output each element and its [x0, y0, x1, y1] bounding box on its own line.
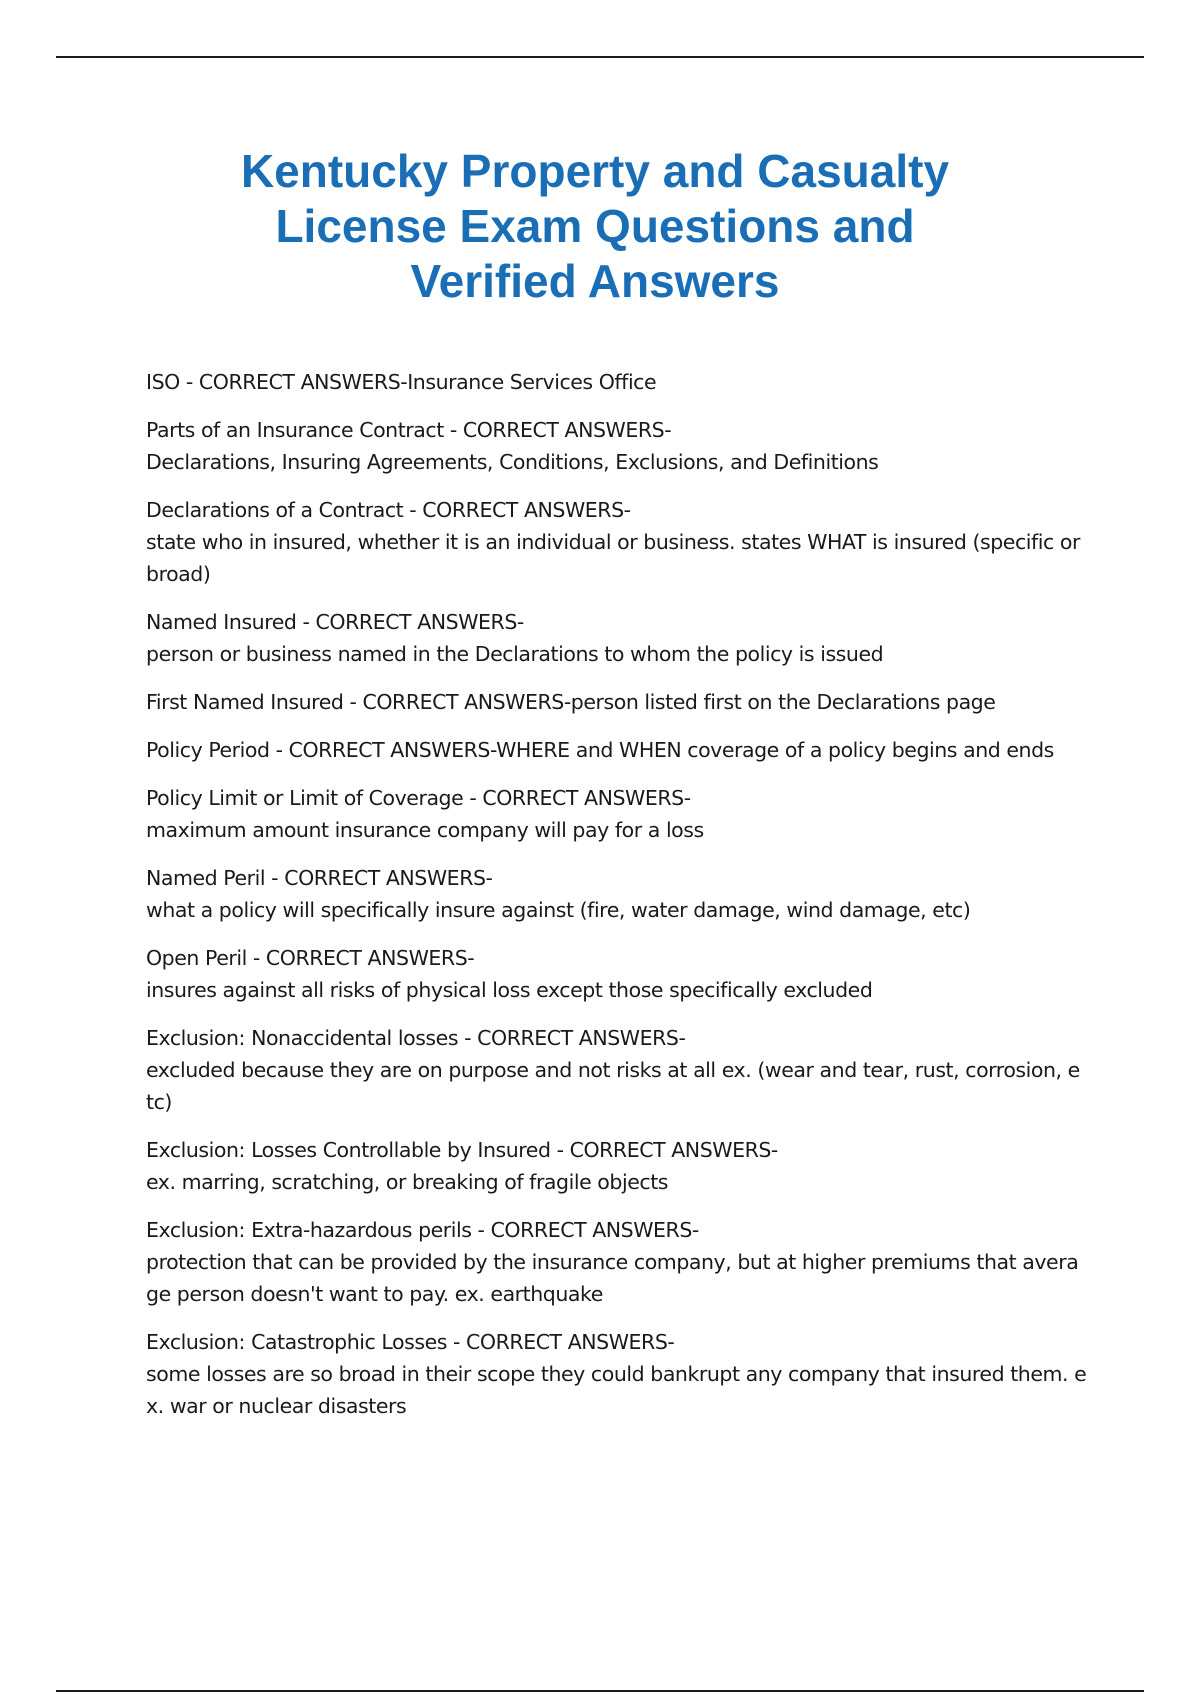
- qa-entry: [146, 1214, 1096, 1310]
- qa-term-line: Parts of an Insurance Contract - CORRECT ANSWERS-: [146, 418, 672, 442]
- qa-answer-line: person or business named in the Declarations to whom the policy is issued: [146, 642, 884, 666]
- title-line: Verified Answers: [410, 255, 780, 307]
- qa-answer-line: x. war or nuclear disasters: [146, 1394, 407, 1418]
- qa-entry: [146, 862, 1096, 926]
- qa-term-line: Declarations of a Contract - CORRECT ANSWERS-: [146, 498, 631, 522]
- document-title: [0, 144, 1200, 309]
- qa-term-line: Open Peril - CORRECT ANSWERS-: [146, 946, 475, 970]
- qa-answer-line: state who in insured, whether it is an individual or business. states WHAT is insured (specific or: [146, 530, 1081, 554]
- qa-entry: [146, 494, 1096, 590]
- qa-answer-line: insures against all risks of physical loss except those specifically excluded: [146, 978, 873, 1002]
- qa-answer-line: maximum amount insurance company will pay for a loss: [146, 818, 704, 842]
- qa-term-line: ISO - CORRECT ANSWERS-Insurance Services Office: [146, 370, 657, 394]
- qa-entry: [146, 782, 1096, 846]
- qa-answer-line: broad): [146, 562, 211, 586]
- qa-term-line: Policy Limit or Limit of Coverage - CORRECT ANSWERS-: [146, 786, 691, 810]
- qa-term-line: First Named Insured - CORRECT ANSWERS-person listed first on the Declarations page: [146, 690, 996, 714]
- qa-term-line: Exclusion: Catastrophic Losses - CORRECT ANSWERS-: [146, 1330, 675, 1354]
- qa-entry: [146, 734, 1096, 766]
- qa-entry: [146, 686, 1096, 718]
- qa-term-line: Exclusion: Extra-hazardous perils - CORRECT ANSWERS-: [146, 1218, 699, 1242]
- bottom-rule: [56, 1690, 1144, 1692]
- qa-entry: [146, 366, 1096, 398]
- qa-term-line: Policy Period - CORRECT ANSWERS-WHERE and WHEN coverage of a policy begins and ends: [146, 738, 1054, 762]
- title-line: License Exam Questions and: [275, 200, 915, 252]
- top-rule: [56, 56, 1144, 58]
- qa-term-line: Exclusion: Losses Controllable by Insured - CORRECT ANSWERS-: [146, 1138, 778, 1162]
- qa-answer-line: ge person doesn't want to pay. ex. earthquake: [146, 1282, 603, 1306]
- qa-entry: [146, 1022, 1096, 1118]
- qa-term-line: Exclusion: Nonaccidental losses - CORRECT ANSWERS-: [146, 1026, 686, 1050]
- qa-term-line: Named Peril - CORRECT ANSWERS-: [146, 866, 493, 890]
- qa-entry: [146, 414, 1096, 478]
- qa-answer-line: some losses are so broad in their scope they could bankrupt any company that insured them. e: [146, 1362, 1087, 1386]
- qa-answer-line: Declarations, Insuring Agreements, Conditions, Exclusions, and Definitions: [146, 450, 879, 474]
- qa-answer-line: what a policy will specifically insure against (fire, water damage, wind damage, etc): [146, 898, 971, 922]
- qa-answer-line: tc): [146, 1090, 172, 1114]
- qa-entry: [146, 942, 1096, 1006]
- title-line: Kentucky Property and Casualty: [240, 145, 950, 197]
- qa-term-line: Named Insured - CORRECT ANSWERS-: [146, 610, 524, 634]
- qa-entry: [146, 1134, 1096, 1198]
- qa-entry: [146, 606, 1096, 670]
- qa-list: [146, 366, 1096, 1438]
- qa-answer-line: excluded because they are on purpose and not risks at all ex. (wear and tear, rust, corrosion, e: [146, 1058, 1080, 1082]
- qa-entry: [146, 1326, 1096, 1422]
- qa-answer-line: ex. marring, scratching, or breaking of fragile objects: [146, 1170, 669, 1194]
- qa-answer-line: protection that can be provided by the insurance company, but at higher premiums that avera: [146, 1250, 1079, 1274]
